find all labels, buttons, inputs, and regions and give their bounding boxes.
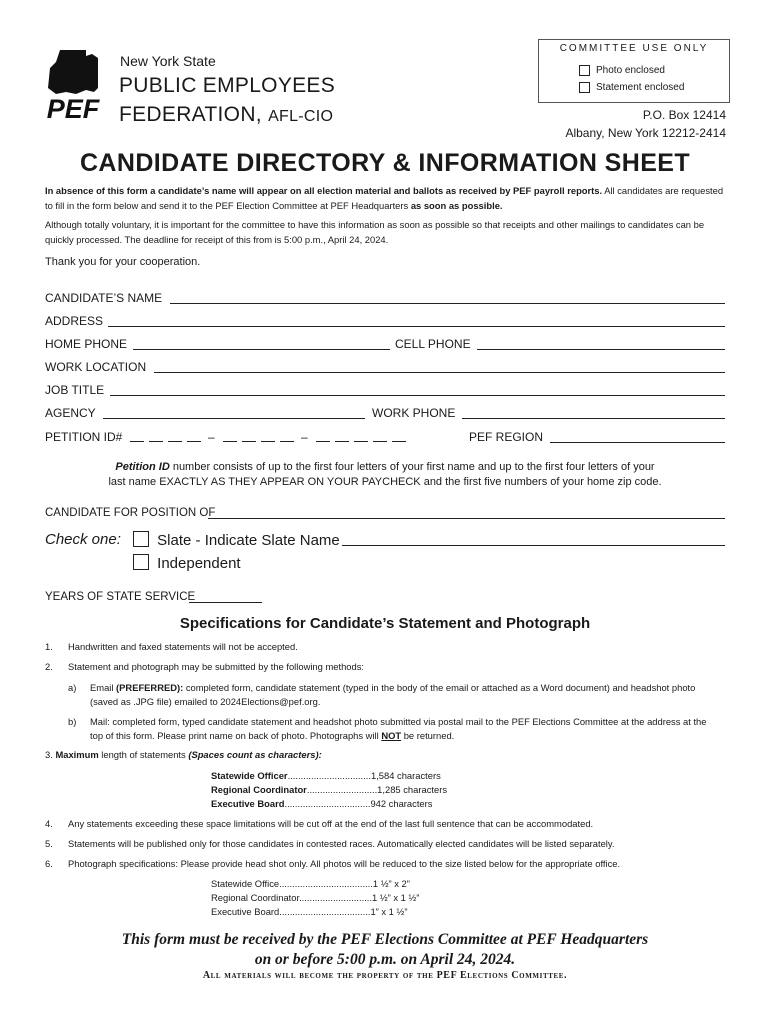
- intro-paragraph: In absence of this form a candidate’s name will appear on all election material and ballots as received by PEF payroll reports. All candidates are requested to fill in the form below and send it to the PEF Election Committee at PEF Headquarters as soon as possible.: [45, 185, 724, 211]
- petition-id-dash: –: [301, 430, 308, 444]
- spec-item-4: Any statements exceeding these space limitations will be cut off at the end of the last full sentence that can be accommodated.: [68, 818, 594, 829]
- limit-statewide: Statewide Officer................................1,584 characters: [211, 770, 441, 781]
- intro-paragraph-2: Although totally voluntary, it is important for the committee to have this information as soon as possible so that receipts and other mailings to candidates can be quickly processed. The deadline for receipt of this from is 5:00 p.m., April 24, 2024.: [45, 219, 705, 245]
- petition-id-slot[interactable]: [168, 441, 182, 442]
- petition-id-label: PETITION ID#: [45, 430, 123, 444]
- home-phone-field[interactable]: [133, 349, 390, 350]
- spec-item-6-num: 6.: [45, 858, 53, 869]
- candidate-name-field[interactable]: [170, 303, 725, 304]
- petition-id-dash: –: [208, 430, 215, 444]
- agency-field[interactable]: [103, 418, 365, 419]
- spec-item-b-num: b): [68, 716, 77, 727]
- footer-line3: All materials will become the property of the PEF Elections Committee.: [202, 970, 568, 981]
- limit-executive: Executive Board.................................942 characters: [211, 798, 433, 809]
- independent-label: Independent: [157, 555, 241, 572]
- petition-id-slot[interactable]: [392, 441, 406, 442]
- home-phone-label: HOME PHONE: [45, 337, 128, 351]
- slate-label: Slate - Indicate Slate Name: [157, 532, 340, 549]
- committee-use-box: [538, 39, 730, 103]
- years-field[interactable]: [189, 602, 262, 603]
- work-phone-field[interactable]: [462, 418, 725, 419]
- spec-item-5: Statements will be published only for those candidates in contested races. Automatically elected candidates will be listed separately.: [68, 838, 615, 849]
- cell-phone-label: CELL PHONE: [395, 337, 471, 351]
- work-location-label: WORK LOCATION: [45, 360, 147, 374]
- address-label: ADDRESS: [45, 314, 104, 328]
- photo-regional: Regional Coordinator............................1 ½” x 1 ½”: [211, 892, 420, 903]
- photo-statewide: Statewide Office....................................1 ½” x 2”: [211, 878, 410, 889]
- spec-title: Specifications for Candidate’s Statement and Photograph: [179, 615, 591, 632]
- spec-item-2-num: 2.: [45, 661, 53, 672]
- independent-checkbox[interactable]: [133, 554, 149, 570]
- spec-item-4-num: 4.: [45, 818, 53, 829]
- spec-item-b-line1: Mail: completed form, typed candidate statement and headshot photo submitted via postal mail to the PEF Elections Committee at the address at the: [90, 716, 707, 727]
- petition-id-slot[interactable]: [316, 441, 330, 442]
- address-line2: Albany, New York 12212-2414: [565, 126, 726, 140]
- petition-id-slot[interactable]: [354, 441, 368, 442]
- petition-id-slot[interactable]: [280, 441, 294, 442]
- thanks-text: Thank you for your cooperation.: [45, 256, 201, 268]
- pef-region-label: PEF REGION: [469, 430, 544, 444]
- spec-item-a-num: a): [68, 682, 77, 693]
- work-location-field[interactable]: [154, 372, 725, 373]
- petition-id-slot[interactable]: [187, 441, 201, 442]
- job-title-label: JOB TITLE: [45, 383, 105, 397]
- cell-phone-field[interactable]: [477, 349, 725, 350]
- petition-id-slot[interactable]: [149, 441, 163, 442]
- photo-enclosed-checkbox[interactable]: [579, 65, 590, 76]
- position-field[interactable]: [208, 518, 725, 519]
- statement-enclosed-label: Statement enclosed: [596, 82, 685, 93]
- petition-id-slot[interactable]: [335, 441, 349, 442]
- spec-item-2: Statement and photograph may be submitted by the following methods:: [68, 661, 365, 672]
- spec-item-1-num: 1.: [45, 641, 53, 652]
- petition-id-slot[interactable]: [130, 441, 144, 442]
- committee-title: COMMITTEE USE ONLY: [559, 43, 709, 54]
- spec-item-3: 3. Maximum length of statements (Spaces count as characters):: [45, 749, 322, 760]
- spec-item-5-num: 5.: [45, 838, 53, 849]
- header-state: New York State: [120, 53, 216, 69]
- slate-option: [133, 531, 340, 549]
- photo-executive: Executive Board...................................1” x 1 ½”: [211, 906, 408, 917]
- slate-name-field[interactable]: [342, 545, 725, 546]
- petition-id-slot[interactable]: [242, 441, 256, 442]
- independent-option: [133, 554, 241, 572]
- header-org-suffix: AFL-CIO: [268, 108, 334, 125]
- header-org-line1: PUBLIC EMPLOYEES: [119, 74, 336, 97]
- check-one-label: Check one:: [45, 531, 121, 548]
- photo-enclosed-label: Photo enclosed: [596, 65, 665, 76]
- spec-item-1: Handwritten and faxed statements will not be accepted.: [68, 641, 298, 652]
- statement-enclosed-row: [579, 82, 684, 93]
- page-title: CANDIDATE DIRECTORY & INFORMATION SHEET: [79, 149, 691, 177]
- agency-label: AGENCY: [45, 406, 96, 420]
- petition-id-slot[interactable]: [261, 441, 275, 442]
- spec-item-6: Photograph specifications: Please provide head shot only. All photos will be reduced to the size listed below for the appropriate office.: [68, 858, 621, 869]
- header-org-line2: FEDERATION, AFL-CIO: [119, 103, 334, 126]
- work-phone-label: WORK PHONE: [372, 406, 456, 420]
- limit-regional: Regional Coordinator...........................1,285 characters: [211, 784, 448, 795]
- pef-logo-icon: [46, 48, 100, 120]
- statement-enclosed-checkbox[interactable]: [579, 82, 590, 93]
- address-line1: P.O. Box 12414: [642, 108, 726, 122]
- logo-text: PEF: [46, 94, 100, 120]
- slate-checkbox[interactable]: [133, 531, 149, 547]
- footer-line1: This form must be received by the PEF Elections Committee at PEF Headquarters: [121, 931, 649, 948]
- candidate-name-label: CANDIDATE’S NAME: [45, 291, 163, 305]
- job-title-field[interactable]: [110, 395, 725, 396]
- petition-id-slot[interactable]: [373, 441, 387, 442]
- spec-item-b-line2: top of this form. Please print name on back of photo. Photographs will NOT be returned.: [90, 730, 455, 741]
- petition-note-line1: Petition ID number consists of up to the first four letters of your first name and up to the first four letters of your: [115, 461, 655, 473]
- address-field[interactable]: [108, 326, 725, 327]
- years-label: YEARS OF STATE SERVICE: [45, 591, 196, 603]
- petition-id-slot[interactable]: [223, 441, 237, 442]
- footer-line2: on or before 5:00 p.m. on April 24, 2024.: [254, 951, 516, 968]
- position-label: CANDIDATE FOR POSITION OF: [45, 507, 216, 519]
- pef-region-field[interactable]: [550, 442, 725, 443]
- spec-item-a-line1: Email (PREFERRED): completed form, candidate statement (typed in the body of the email or attached as a Word document) and headshot photo: [90, 682, 696, 693]
- photo-enclosed-row: [579, 65, 665, 76]
- petition-note-line2: last name EXACTLY AS THEY APPEAR ON YOUR PAYCHECK and the first five numbers of your home zip code.: [108, 476, 662, 488]
- spec-item-a-line2: (saved as .JPG file) emailed to 2024Elections@pef.org.: [90, 696, 321, 707]
